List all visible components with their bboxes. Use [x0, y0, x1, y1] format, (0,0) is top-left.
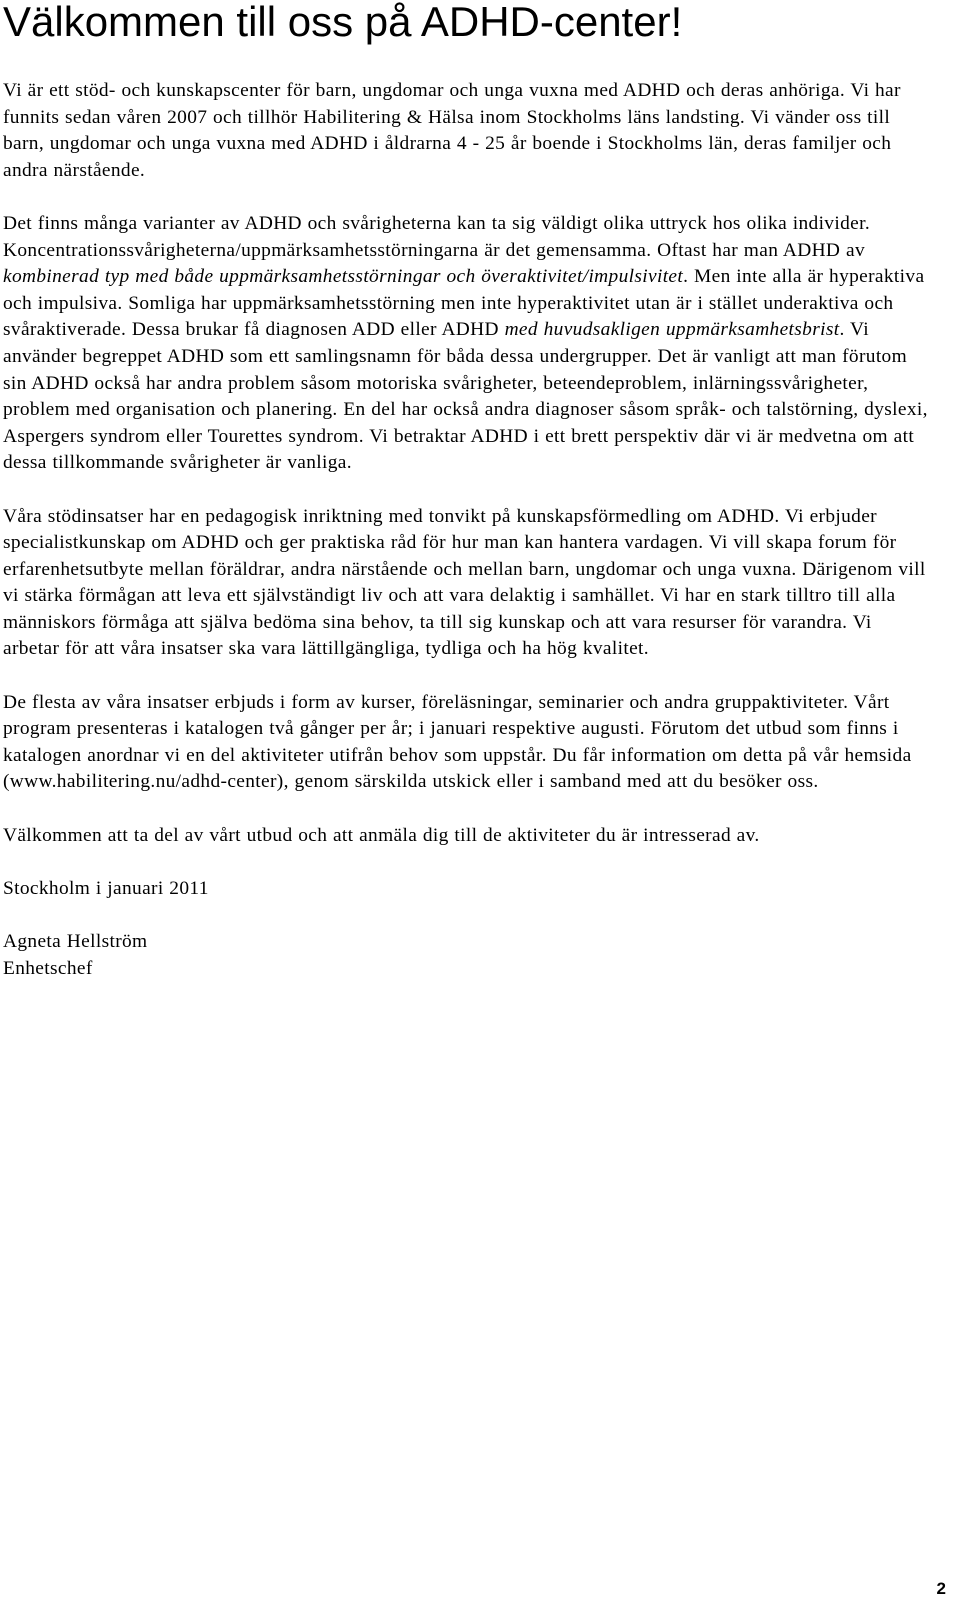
adhd-variants-italic-d: med huvudsakligen uppmärksamhetsbrist — [504, 319, 840, 341]
page-number: 2 — [936, 1579, 946, 1598]
adhd-variants-text-a: Det finns många varianter av ADHD och svårigheterna kan ta sig väldigt olika uttryck hos olika individer. Koncentrationssvårigheterna/uppmärksamhetsstörningarna är det gemensamma. Oftast har man ADHD av — [3, 212, 871, 261]
welcome-paragraph: Välkommen att ta del av vårt utbud och att anmäla dig till de aktiviteter du är intresserad av. — [3, 824, 760, 846]
date-line: Stockholm i januari 2011 — [3, 877, 209, 899]
support-paragraph: Våra stödinsatser har en pedagogisk inriktning med tonvikt på kunskapsförmedling om ADHD. Vi erbjuder specialistkunskap om ADHD och ger praktiska råd för hur man kan hantera vardagen. Vi vill skapa forum för erfarenhetsutbyte mellan föräldrar, andra närstående och mellan barn, ungdomar och unga vuxna. Därigenom vill vi stärka förmågan att leva ett självständigt liv och att vara delaktig i samhället. Vi har en stark tilltro till alla människors förmåga att själva bedöma sina behov, ta till sig kunskap och att vara resurser för varandra. Vi arbetar för att våra insatser ska vara lättillgängliga, tydliga och ha hög kvalitet. — [3, 505, 926, 660]
page-title: Välkommen till oss på ADHD-center! — [3, 0, 683, 45]
adhd-variants-italic-b: kombinerad typ med både uppmärksamhetsstörningar och överaktivitet/impulsivitet — [3, 266, 684, 288]
signature-name: Agneta Hellström — [3, 931, 148, 952]
activities-paragraph: De flesta av våra insatser erbjuds i form av kurser, föreläsningar, seminarier och andra gruppaktiviteter. Vårt program presenteras i katalogen två gånger per år; i januari respektive augusti. Förutom det utbud som finns i katalogen anordnar vi en del aktiviteter utifrån behov som uppstår. Du får information om detta på vår hemsida (www.habilitering.nu/adhd-center), genom särskilda utskick eller i samband med att du besöker oss. — [3, 691, 912, 793]
adhd-variants-paragraph — [3, 211, 933, 477]
adhd-variants-text-e: . Vi använder begreppet ADHD som ett samlingsnamn för båda dessa undergrupper. Det är vanligt att man förutom sin ADHD också har andra problem såsom motoriska svårigheter, beteendeproblem, inlärningssvårigheter, problem med organisation och planering. En del har också andra diagnoser såsom språk- och talstörning, dyslexi, Aspergers syndrom eller Tourettes syndrom. Vi betraktar ADHD i ett brett perspektiv där vi är medvetna om att dessa tillkommande svårigheter är vanliga. — [3, 319, 928, 474]
intro-paragraph: Vi är ett stöd- och kunskapscenter för barn, ungdomar och unga vuxna med ADHD och deras anhöriga. Vi har funnits sedan våren 2007 och tillhör Habilitering & Hälsa inom Stockholms läns landsting. Vi vänder oss till barn, ungdomar och unga vuxna med ADHD i åldrarna 4 - 25 år boende i Stockholms län, deras familjer och andra närstående. — [3, 80, 901, 181]
signature-role: Enhetschef — [3, 957, 93, 979]
adhd-variants-text-c: . Men inte alla är hyperaktiva och impulsiva. Somliga har uppmärksamhetsstörning men inte hyperaktivitet utan är i stället underaktiva och svåraktiverade. Dessa brukar få diagnosen ADD eller ADHD — [3, 266, 925, 341]
document-body — [3, 78, 933, 982]
